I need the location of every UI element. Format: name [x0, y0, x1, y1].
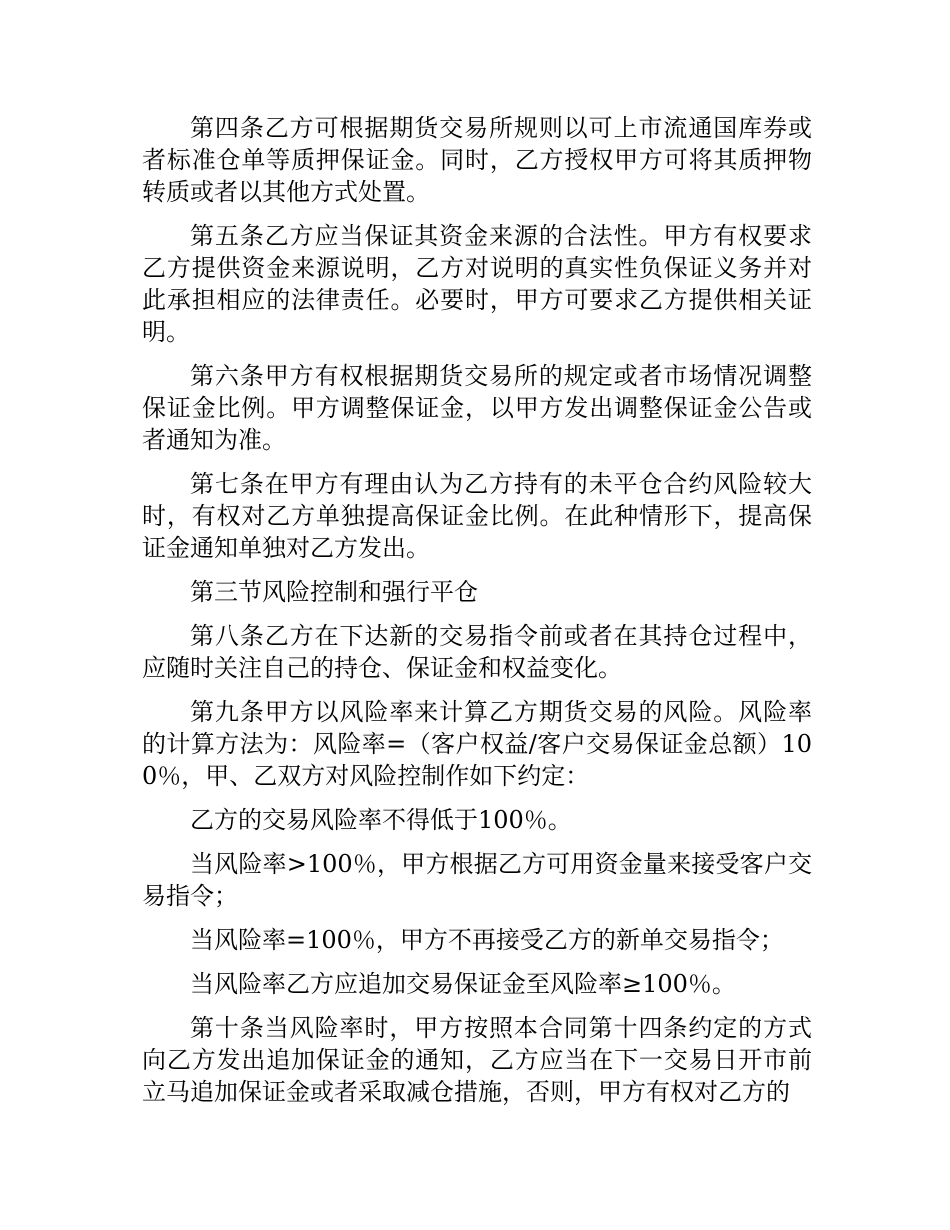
risk-rule-minimum: 乙方的交易风险率不得低于100％。	[190, 806, 572, 834]
clause-7-paragraph: 第七条在甲方有理由认为乙方持有的未平仓合约风险较大时，有权对乙方单独提高保证金比例。在此种情形下，提高保证金通知单独对乙方发出。	[142, 470, 812, 562]
section-3-heading: 第三节风险控制和强行平仓	[190, 578, 478, 606]
document-body	[142, 112, 812, 1120]
risk-rule-above-100: 当风险率>100％，甲方根据乙方可用资金量来接受客户交易指令；	[142, 850, 812, 910]
clause-6-paragraph: 第六条甲方有权根据期货交易所的规定或者市场情况调整保证金比例。甲方调整保证金，以甲方发出调整保证金公告或者通知为准。	[142, 362, 812, 454]
risk-rule-add-margin: 当风险率乙方应追加交易保证金至风险率≥100％。	[190, 970, 736, 998]
clause-9-paragraph: 第九条甲方以风险率来计算乙方期货交易的风险。风险率的计算方法为：风险率=（客户权益/客户交易保证金总额）100％，甲、乙双方对风险控制作如下约定：	[142, 698, 812, 790]
clause-5-paragraph: 第五条乙方应当保证其资金来源的合法性。甲方有权要求乙方提供资金来源说明，乙方对说明的真实性负保证义务并对此承担相应的法律责任。必要时，甲方可要求乙方提供相关证明。	[142, 222, 812, 346]
risk-rule-equal-100: 当风险率=100％，甲方不再接受乙方的新单交易指令；	[190, 926, 784, 954]
clause-4-paragraph: 第四条乙方可根据期货交易所规则以可上市流通国库券或者标准仓单等质押保证金。同时，乙方授权甲方可将其质押物转质或者以其他方式处置。	[142, 114, 812, 206]
clause-10-paragraph: 第十条当风险率时，甲方按照本合同第十四条约定的方式向乙方发出追加保证金的通知，乙方应当在下一交易日开市前立马追加保证金或者采取减仓措施，否则，甲方有权对乙方的	[142, 1014, 812, 1106]
clause-8-paragraph: 第八条乙方在下达新的交易指令前或者在其持仓过程中，应随时关注自己的持仓、保证金和权益变化。	[142, 622, 812, 682]
